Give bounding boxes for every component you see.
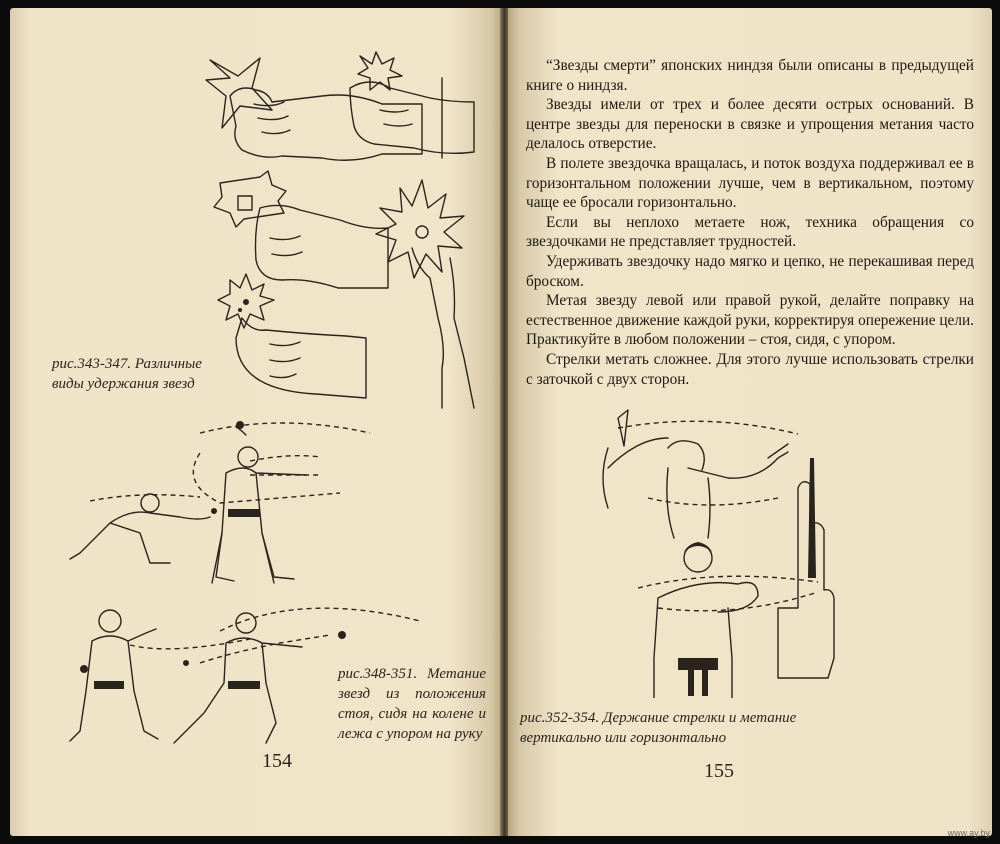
paragraph: Если вы неплохо метаете нож, техника обращения со звездочками не представляет трудностей. (526, 213, 974, 251)
book-spread (10, 8, 992, 836)
dart-throwing-illustrations (578, 408, 878, 698)
left-page (10, 8, 502, 836)
figure-caption-348-351: рис.348-351. Метание звезд из положения стоя, сидя на колене и лежа с упором на руку (338, 666, 486, 742)
watermark: www.ay.by (947, 828, 990, 838)
paragraph: Звезды имели от трех и более десяти острых оснований. В центре звезды для переноски в связке и упрощения метания часто делалось отверстие. (526, 96, 974, 153)
figure-caption-352-354: рис.352-354. Держание стрелки и метание вертикально или горизонтально (520, 710, 797, 746)
star-holding-illustrations (200, 48, 490, 418)
figure-caption-343-347: рис.343-347. Различные виды удержания звезд (52, 356, 202, 392)
paragraph: Удерживать звездочку надо мягко и цепко, не перекашивая перед броском. (526, 252, 974, 290)
page-number-right: 155 (704, 760, 734, 782)
paragraph: “Звезды смерти” японских ниндзя были описаны в предыдущей книге о ниндзя. (526, 57, 974, 94)
paragraph: В полете звездочка вращалась, и поток воздуха поддерживал ее в горизонтальном положении лучше, чем в вертикальном, поэтому чаще ее бросали горизонтально. (526, 154, 974, 212)
body-text (526, 56, 974, 389)
paragraph: Метая звезду левой или правой рукой, делайте поправку на естественное движение каждой руки, корректируя опережение цели. Практикуйте в любом положении – стоя, сидя, с упором. (526, 292, 974, 349)
page-number-left: 154 (262, 750, 292, 772)
paragraph: Стрелки метать сложнее. Для этого лучше использовать стрелки с заточкой с двух сторон. (526, 350, 974, 388)
right-page (508, 8, 992, 836)
